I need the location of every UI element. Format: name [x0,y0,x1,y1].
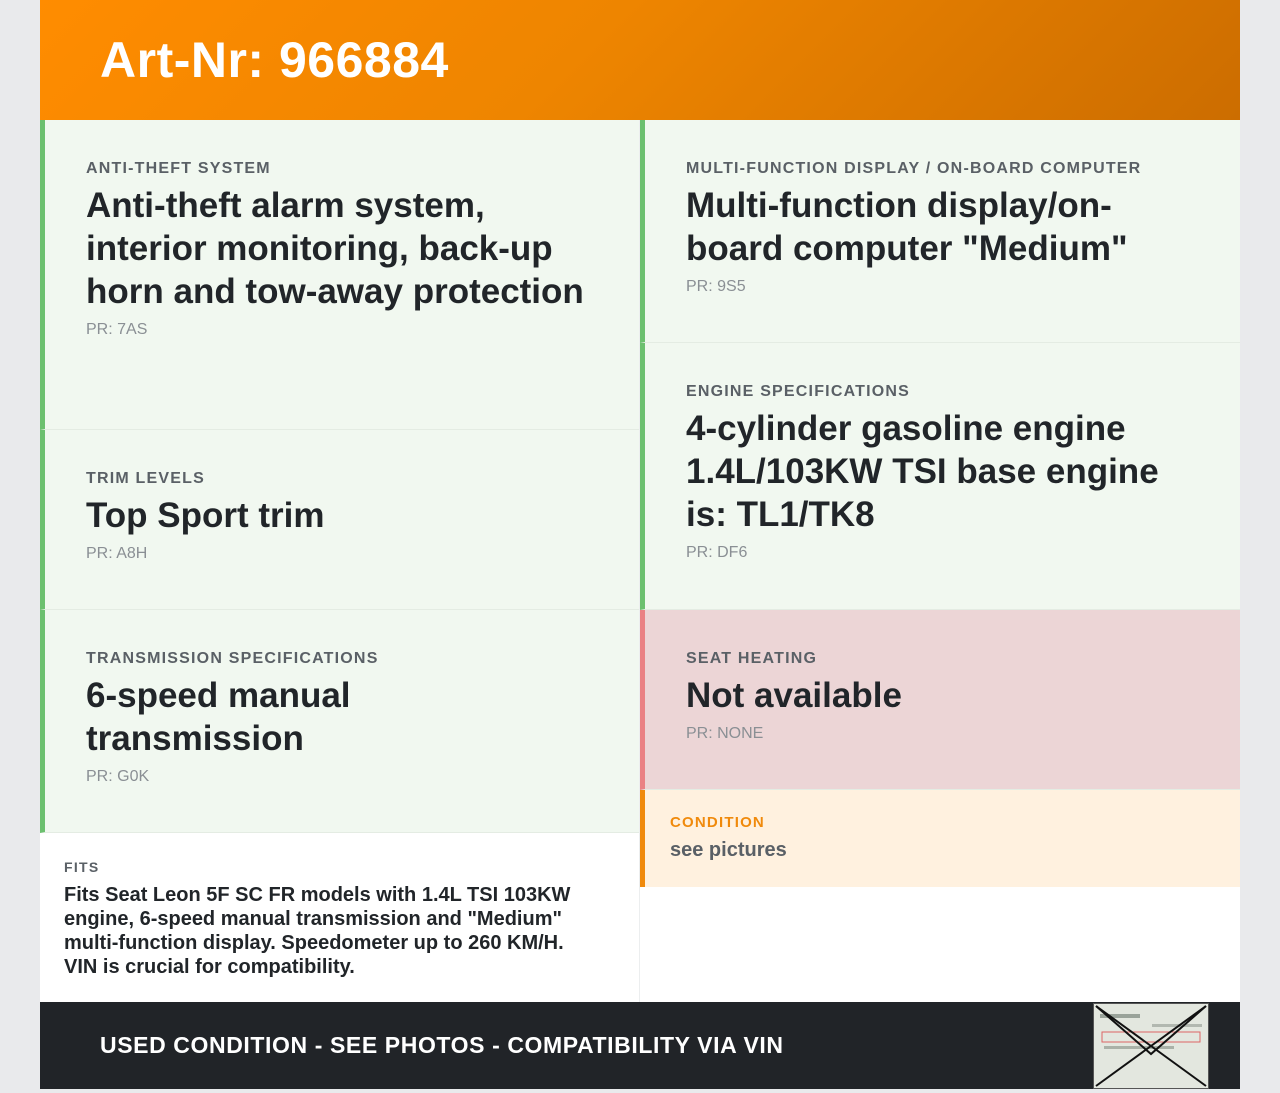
spec-card-seat-heating [640,610,1240,790]
spec-card-engine [640,343,1240,610]
spec-card-anti-theft [40,120,639,430]
spec-value: Top Sport trim [86,496,325,535]
spec-value: 6-speed manual transmission [86,676,351,758]
spec-pr-code: PR: DF6 [686,544,748,561]
footer-text: USED CONDITION - SEE PHOTOS - COMPATIBILITY VIA VIN [100,1032,784,1058]
document-thumbnail-icon[interactable] [1093,1003,1209,1089]
spec-label: TRANSMISSION SPECIFICATIONS [86,650,379,667]
spec-pr-code: PR: 9S5 [686,278,746,295]
header [40,0,1240,120]
document-thumbnail-graphic [1094,1004,1208,1088]
condition-box [640,790,1240,887]
spec-label: ANTI-THEFT SYSTEM [86,160,271,177]
fits-text: Fits Seat Leon 5F SC FR models with 1.4L TSI 103KW engine, 6-speed manual transmission and "Medium" multi-function display. Speedometer up to 260 KM/H. VIN is crucial for compatibility. [64,884,571,978]
page [40,0,1240,1089]
footer-banner [40,1002,1240,1089]
spec-label: TRIM LEVELS [86,470,205,487]
spec-card-display [640,120,1240,343]
condition-value: see pictures [670,839,787,861]
spec-card-transmission [40,610,639,833]
spec-label: ENGINE SPECIFICATIONS [686,383,911,400]
spec-card-trim [40,430,639,610]
right-column [640,120,1240,1003]
spec-value: Anti-theft alarm system, interior monitoring, back-up horn and tow-away protection [86,186,584,311]
article-number-title: Art-Nr: 966884 [100,32,449,88]
spec-label: MULTI-FUNCTION DISPLAY / ON-BOARD COMPUTER [686,160,1142,177]
spec-pr-code: PR: NONE [686,725,764,742]
spec-pr-code: PR: 7AS [86,321,148,338]
condition-label: CONDITION [670,814,765,831]
fits-section [40,833,639,1003]
spec-pr-code: PR: G0K [86,768,150,785]
spec-grid [40,120,1240,1003]
spec-value: Not available [686,676,902,715]
fits-label: FITS [64,859,100,875]
spec-label: SEAT HEATING [686,650,818,667]
spec-value: 4-cylinder gasoline engine 1.4L/103KW TSI base engine is: TL1/TK8 [686,409,1159,534]
left-column [40,120,640,1003]
spec-value: Multi-function display/on-board computer "Medium" [686,186,1128,268]
spec-pr-code: PR: A8H [86,545,148,562]
